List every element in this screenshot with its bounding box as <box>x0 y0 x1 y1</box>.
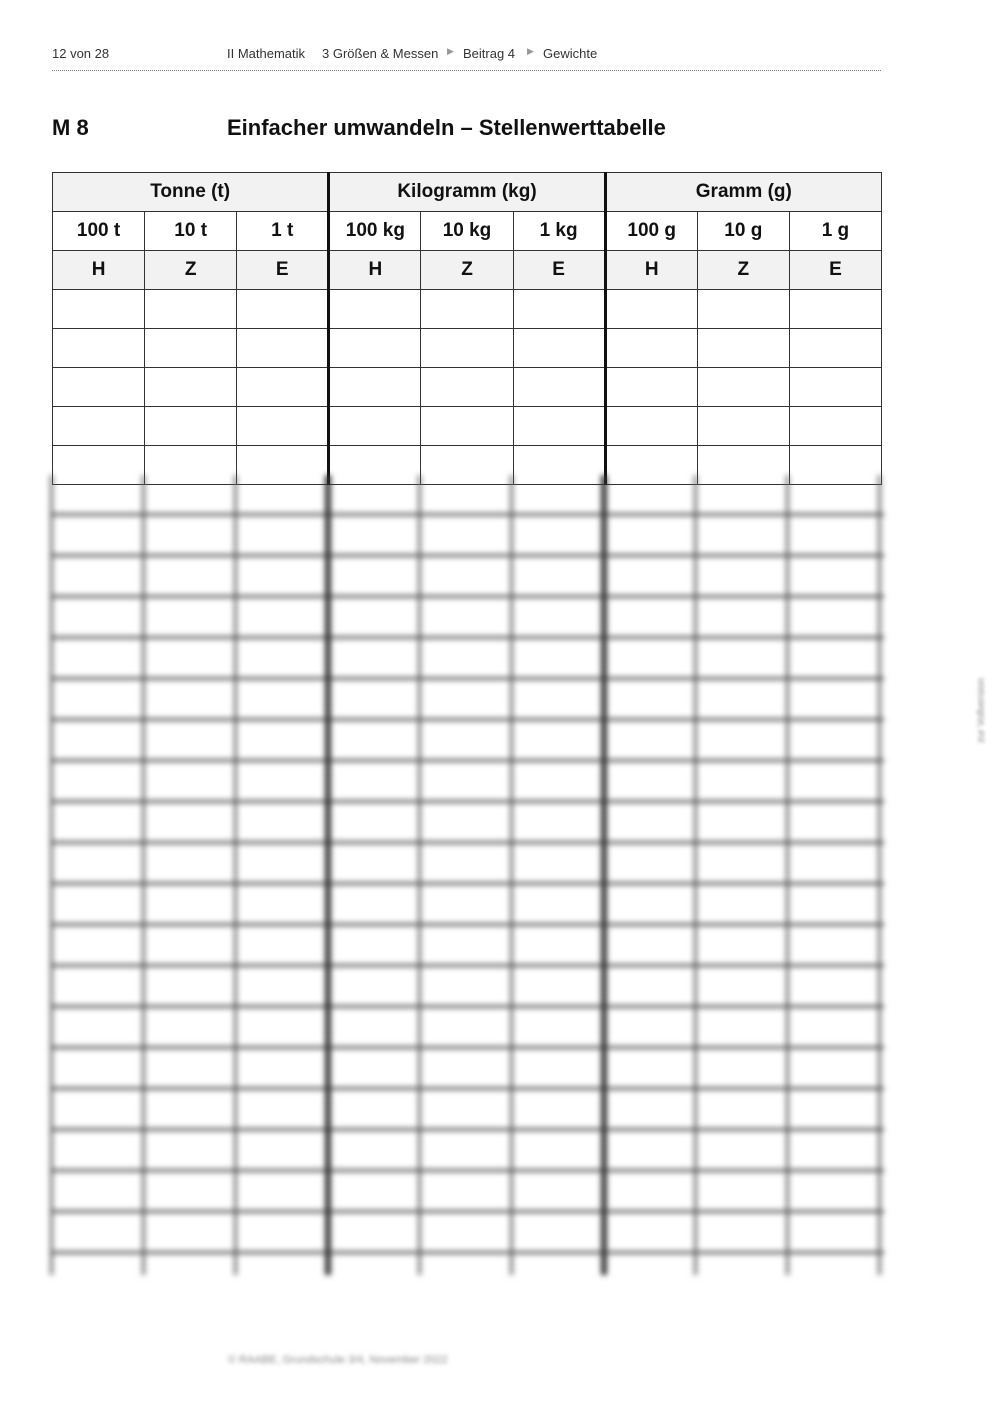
group-header-row <box>53 173 882 212</box>
page-header <box>52 44 881 71</box>
unit-header-row <box>53 212 882 251</box>
group-divider <box>325 475 331 1275</box>
place-header: Z <box>145 251 237 290</box>
unit-header: 100 t <box>53 212 145 251</box>
section-label: II Mathematik <box>227 46 306 61</box>
empty-cell <box>237 368 329 407</box>
arrow-right-icon: ▶ <box>527 46 534 56</box>
empty-cell <box>329 329 421 368</box>
group-header-gramm: Gramm (g) <box>605 173 881 212</box>
arrow-right-icon: ▶ <box>447 46 454 56</box>
empty-cell <box>513 407 605 446</box>
empty-rows <box>53 290 882 485</box>
empty-cell <box>53 368 145 407</box>
empty-cell <box>237 407 329 446</box>
unit-header: 1 t <box>237 212 329 251</box>
empty-cell <box>237 290 329 329</box>
empty-cell <box>145 368 237 407</box>
empty-cell <box>789 329 881 368</box>
empty-cell <box>329 407 421 446</box>
empty-cell <box>789 290 881 329</box>
empty-cell <box>697 329 789 368</box>
empty-cell <box>237 329 329 368</box>
empty-cell <box>789 368 881 407</box>
empty-cell <box>329 368 421 407</box>
group-header-tonne: Tonne (t) <box>53 173 329 212</box>
unit-header: 1 g <box>789 212 881 251</box>
empty-cell <box>697 407 789 446</box>
empty-cell <box>605 407 697 446</box>
empty-cell <box>145 407 237 446</box>
empty-cell <box>605 368 697 407</box>
empty-cell <box>145 290 237 329</box>
place-header: E <box>237 251 329 290</box>
place-header-row <box>53 251 882 290</box>
blurred-preview-area <box>50 475 884 1275</box>
empty-cell <box>697 290 789 329</box>
page-title: Einfacher umwandeln – Stellenwerttabelle <box>227 115 666 140</box>
unit-header: 10 t <box>145 212 237 251</box>
empty-cell <box>145 329 237 368</box>
empty-cell <box>605 329 697 368</box>
empty-cell <box>697 368 789 407</box>
empty-cell <box>53 329 145 368</box>
unit-header: 1 kg <box>513 212 605 251</box>
empty-cell <box>329 290 421 329</box>
empty-cell <box>789 407 881 446</box>
empty-cell <box>421 368 513 407</box>
empty-cell <box>513 368 605 407</box>
unit-header: 10 kg <box>421 212 513 251</box>
unit-header: 100 kg <box>329 212 421 251</box>
unit-header: 100 g <box>605 212 697 251</box>
place-header: H <box>605 251 697 290</box>
group-header-kilogramm: Kilogramm (kg) <box>329 173 605 212</box>
empty-cell <box>421 290 513 329</box>
empty-cell <box>605 290 697 329</box>
empty-cell <box>513 290 605 329</box>
place-header: H <box>53 251 145 290</box>
empty-cell <box>421 329 513 368</box>
blurred-table-grid <box>50 475 884 1275</box>
side-note: zur Vollversion <box>976 677 988 744</box>
contribution-label: Beitrag 4 <box>463 46 516 61</box>
empty-cell <box>53 407 145 446</box>
material-label: M 8 <box>52 115 89 140</box>
place-value-table <box>52 172 882 485</box>
unit-header: 10 g <box>697 212 789 251</box>
place-header: H <box>329 251 421 290</box>
table-row <box>53 407 882 446</box>
place-header: E <box>789 251 881 290</box>
place-header: Z <box>697 251 789 290</box>
place-header: E <box>513 251 605 290</box>
group-divider <box>601 475 607 1275</box>
chapter-label: 3 Größen & Messen <box>322 46 439 61</box>
table-row <box>53 368 882 407</box>
copyright-footer: © RAABE, Grundschule 3/4, November 2022 <box>228 1354 448 1366</box>
table-row <box>53 290 882 329</box>
page-number: 12 von 28 <box>52 46 110 61</box>
topic-label: Gewichte <box>543 46 598 61</box>
place-header: Z <box>421 251 513 290</box>
empty-cell <box>53 290 145 329</box>
table-row <box>53 329 882 368</box>
empty-cell <box>421 407 513 446</box>
empty-cell <box>513 329 605 368</box>
